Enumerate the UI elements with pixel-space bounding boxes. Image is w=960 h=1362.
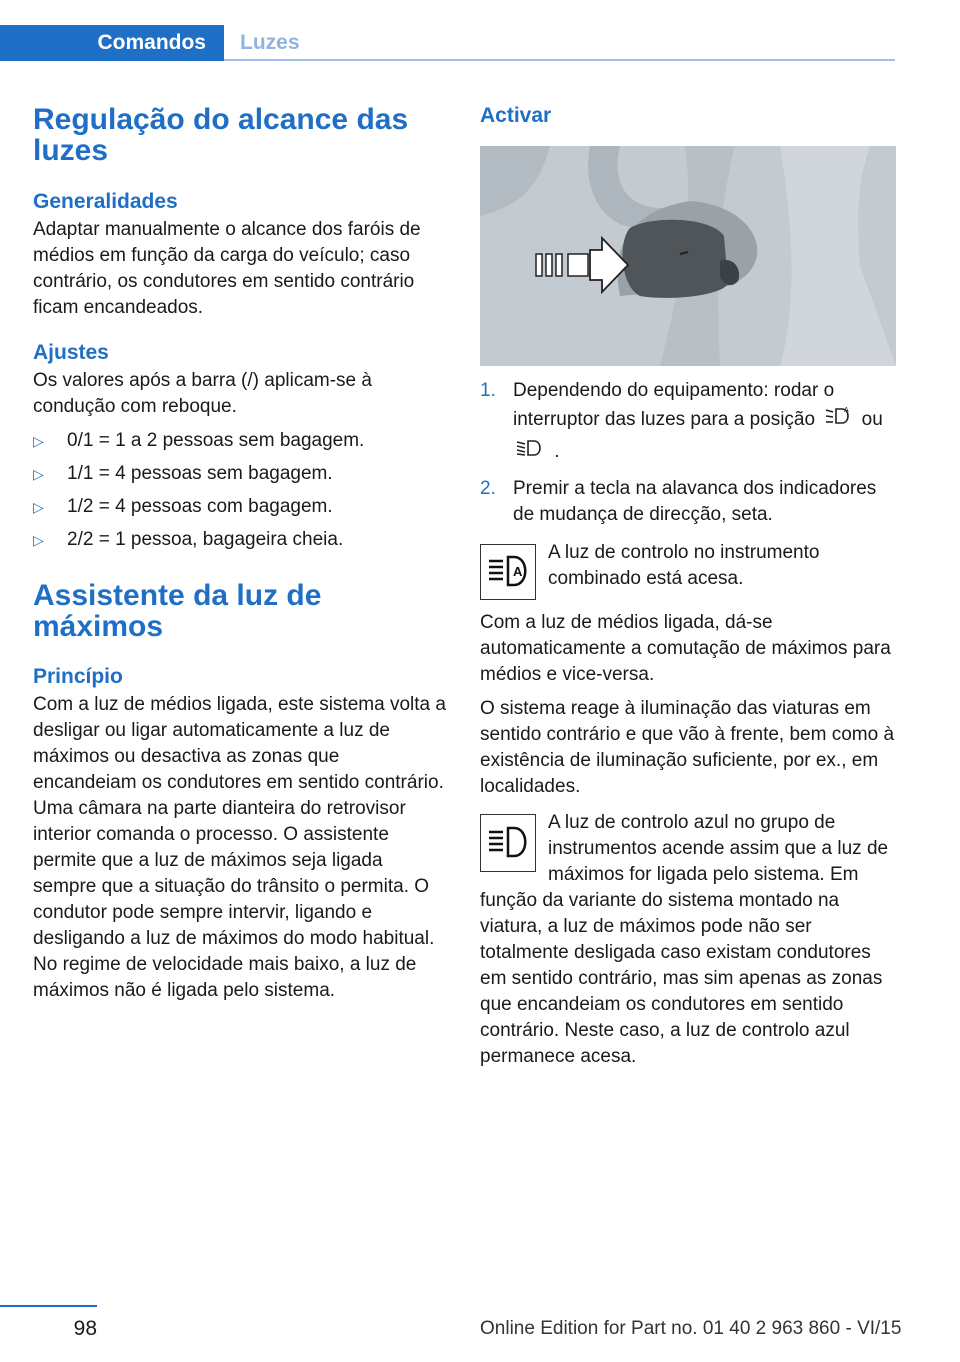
section-title-high-beam-assistant: Assistente da luz de máximos — [33, 579, 322, 643]
subheading-principio: Princípio — [33, 665, 123, 688]
high-beam-indicator-icon — [480, 814, 536, 872]
settings-list — [33, 428, 448, 553]
step-number: 1. — [480, 380, 496, 401]
right-column — [480, 98, 896, 1070]
triangle-bullet-icon: ▷ — [33, 433, 44, 449]
paragraph-principio: Com a luz de médios ligada, este sistema volta a desligar ou ligar automaticamente a luz de máximos ou desactiva as zonas que encandeiam os condutores em sentido contrário. Uma câmara na parte dianteira do retrovisor interior comanda o processo. O assistente permite que a luz de máximos seja ligada sempre que a situação do trânsito o permita. O condutor pode sempre intervir, ligando e desligando a luz de máximos do modo habitual. No regime de velocidade mais baixo, a luz de máximos não é ligada pelo sistema. — [33, 694, 446, 1001]
high-beam-assistant-indicator-icon — [480, 544, 536, 600]
list-item: ▷ 1/1 = 4 pessoas sem bagagem. — [33, 461, 448, 487]
lever-illustration — [480, 146, 896, 366]
subheading-activar: Activar — [480, 104, 552, 127]
indicator-note-blue: A luz de controlo azul no grupo de instrumentos acende assim que a luz de máximos for ligada pelo sistema. Em função da variante do sistema montado na viatura, a luz de máximos pode não ser totalmente desligada caso existam condutores em sentido contrário, mas sim apenas as zonas que encandeiam os condutores em sentido contrário. Neste caso, a luz de controlo azul permanece acesa. — [480, 812, 889, 1067]
header-divider — [224, 59, 895, 61]
paragraph-system-reacts: O sistema reage à iluminação das viaturas em sentido contrário e que vão à frente, bem como à existência de iluminação suficiente, por ex., em localidades. — [480, 698, 895, 797]
activation-steps — [480, 378, 896, 528]
triangle-bullet-icon: ▷ — [33, 466, 44, 482]
low-beam-icon — [513, 436, 549, 468]
list-item: ▷ 0/1 = 1 a 2 pessoas sem bagagem. — [33, 428, 448, 454]
tab-comandos[interactable]: Comandos — [0, 25, 224, 61]
chapter-header — [0, 0, 960, 62]
low-beam-auto-icon — [820, 404, 856, 436]
paragraph-ajustes: Os valores após a barra (/) aplicam-se à condução com reboque. — [33, 370, 372, 417]
svg-text:A: A — [844, 407, 850, 414]
step-number: 2. — [480, 478, 496, 499]
svg-text:A: A — [513, 564, 523, 579]
list-item: ▷ 1/2 = 4 pessoas com bagagem. — [33, 494, 448, 520]
paragraph-auto-switch: Com a luz de médios ligada, dá-se automaticamente a comutação de máximos para médios e vice-versa. — [480, 612, 891, 685]
section-title-headlight-range: Regulação do alcance das luzes — [33, 103, 409, 167]
list-item: ▷ 2/2 = 1 pessoa, bagageira cheia. — [33, 527, 448, 553]
page-number: 98 — [73, 1317, 97, 1340]
footer-divider — [0, 1305, 97, 1307]
subheading-generalidades: Generalidades — [33, 190, 178, 213]
subheading-ajustes: Ajustes — [33, 341, 109, 364]
triangle-bullet-icon: ▷ — [33, 499, 44, 515]
edition-note: Online Edition for Part no. 01 40 2 963 860 - VI/15 — [480, 1318, 902, 1339]
paragraph-generalidades: Adaptar manualmente o alcance dos faróis de médios em função da carga do veículo; caso contrário, os condutores em sentido contrário ficam encandeados. — [33, 219, 421, 318]
list-item: 2. Premir a tecla na alavanca dos indicadores de mudança de direcção, seta. — [480, 478, 877, 525]
triangle-bullet-icon: ▷ — [33, 532, 44, 548]
tab-luzes[interactable]: Luzes — [240, 31, 300, 54]
left-column — [33, 98, 448, 1004]
list-item: 1. Dependendo do equipamento: rodar o interruptor das luzes para a posição A ou . — [480, 378, 896, 468]
indicator-note-auto: A A luz de controlo no instrumento combinado está acesa. — [480, 540, 896, 592]
